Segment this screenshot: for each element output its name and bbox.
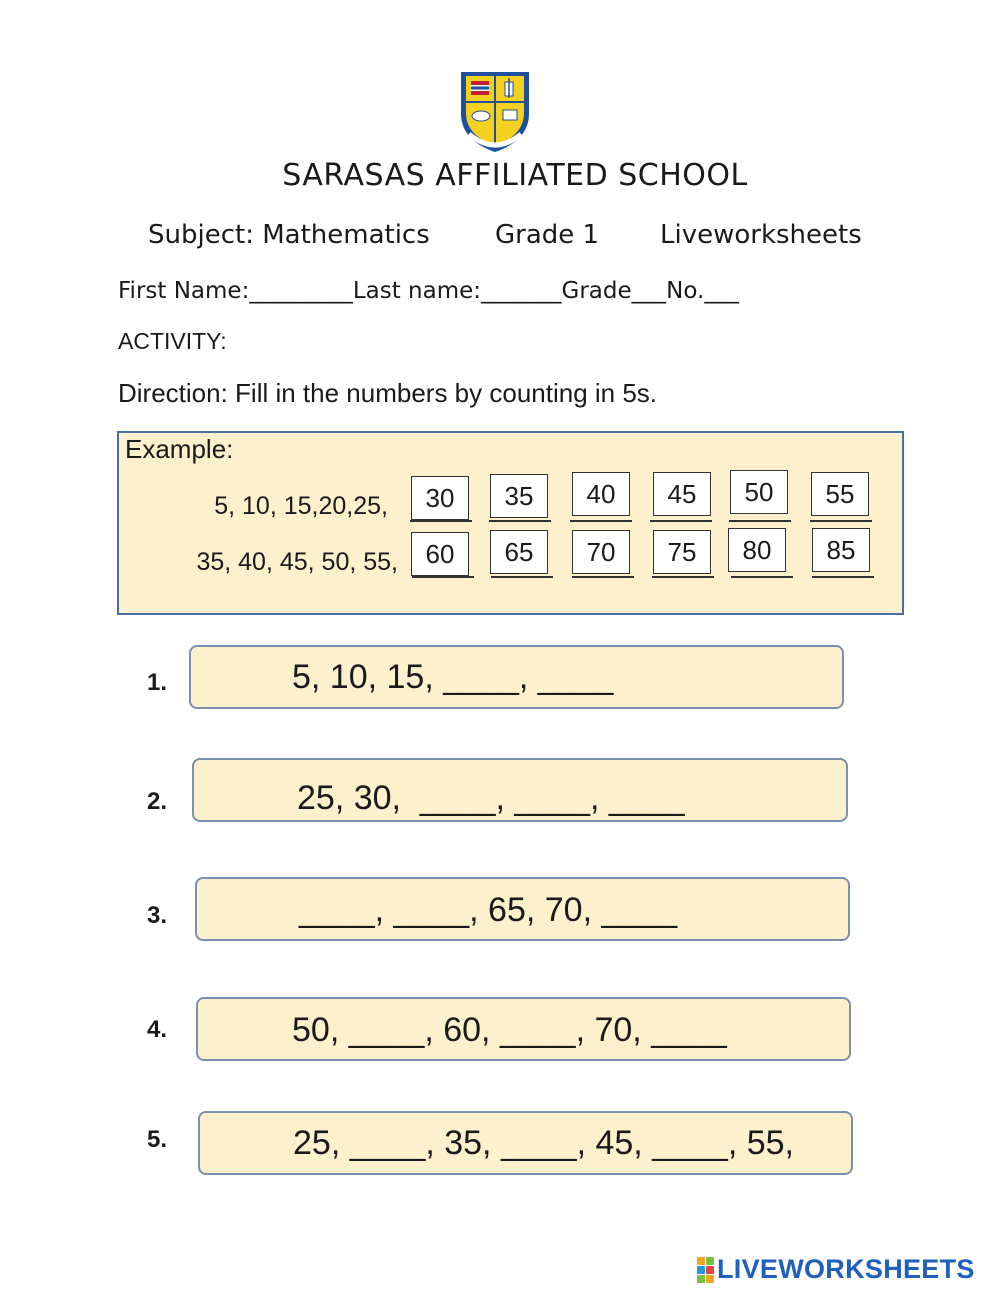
grade-label: Grade 1: [495, 220, 600, 250]
question-2-sequence[interactable]: 25, 30, ____, ____, ____: [297, 779, 685, 817]
example-blank-line: [491, 576, 553, 578]
subject-label: Subject: Mathematics: [148, 220, 430, 250]
example-blank-line: [650, 520, 712, 522]
example-answer-box: 30: [411, 476, 469, 520]
question-5-sequence[interactable]: 25, ____, 35, ____, 45, ____, 55,: [293, 1124, 794, 1162]
example-label: Example:: [125, 434, 234, 464]
question-1-sequence[interactable]: 5, 10, 15, ____, ____: [292, 658, 614, 696]
question-4-number: 4.: [147, 1016, 168, 1043]
example-blank-line: [729, 520, 791, 522]
example-answer-box: 50: [730, 470, 788, 514]
example-answer-box: 35: [490, 474, 548, 518]
example-blank-line: [731, 576, 793, 578]
example-answer-box: 60: [411, 532, 469, 576]
example-answer-box: 70: [572, 530, 630, 574]
example-row-1-prefix: 5, 10, 15,20,25,: [214, 492, 388, 520]
example-answer-box: 80: [728, 528, 786, 572]
student-info-line: First Name:_________Last name:_______Grade___No.___: [118, 278, 739, 304]
direction-text: Direction: Fill in the numbers by counting in 5s.: [118, 378, 658, 408]
example-blank-line: [410, 520, 472, 522]
example-answer-box: 65: [490, 530, 548, 574]
example-answer-box: 45: [653, 472, 711, 516]
example-blank-line: [570, 520, 632, 522]
example-blank-line: [812, 576, 874, 578]
question-3-sequence[interactable]: ____, ____, 65, 70, ____: [299, 891, 678, 929]
example-blank-line: [652, 576, 714, 578]
liveworksheets-wordmark: LIVEWORKSHEETS: [717, 1254, 975, 1284]
question-4-sequence[interactable]: 50, ____, 60, ____, 70, ____: [292, 1011, 727, 1049]
example-panel: [117, 431, 904, 615]
example-blank-line: [572, 576, 634, 578]
question-2-number: 2.: [147, 788, 168, 815]
liveworksheets-brand: [697, 1254, 975, 1285]
example-blank-line: [412, 576, 474, 578]
example-answer-box: 40: [572, 472, 630, 516]
activity-label: ACTIVITY:: [118, 328, 227, 354]
school-crest-logo: [455, 68, 535, 154]
liveworksheets-icon: [697, 1257, 714, 1283]
example-row-2-prefix: 35, 40, 45, 50, 55,: [196, 548, 398, 576]
site-label: Liveworksheets: [660, 220, 862, 250]
example-blank-line: [489, 520, 551, 522]
example-answer-box: 75: [653, 530, 711, 574]
question-1-number: 1.: [147, 669, 168, 696]
question-5-number: 5.: [147, 1126, 168, 1153]
example-blank-line: [810, 520, 872, 522]
school-name: SARASAS AFFILIATED SCHOOL: [282, 158, 748, 193]
example-answer-box: 85: [812, 528, 870, 572]
question-3-number: 3.: [147, 902, 168, 929]
example-answer-box: 55: [811, 472, 869, 516]
